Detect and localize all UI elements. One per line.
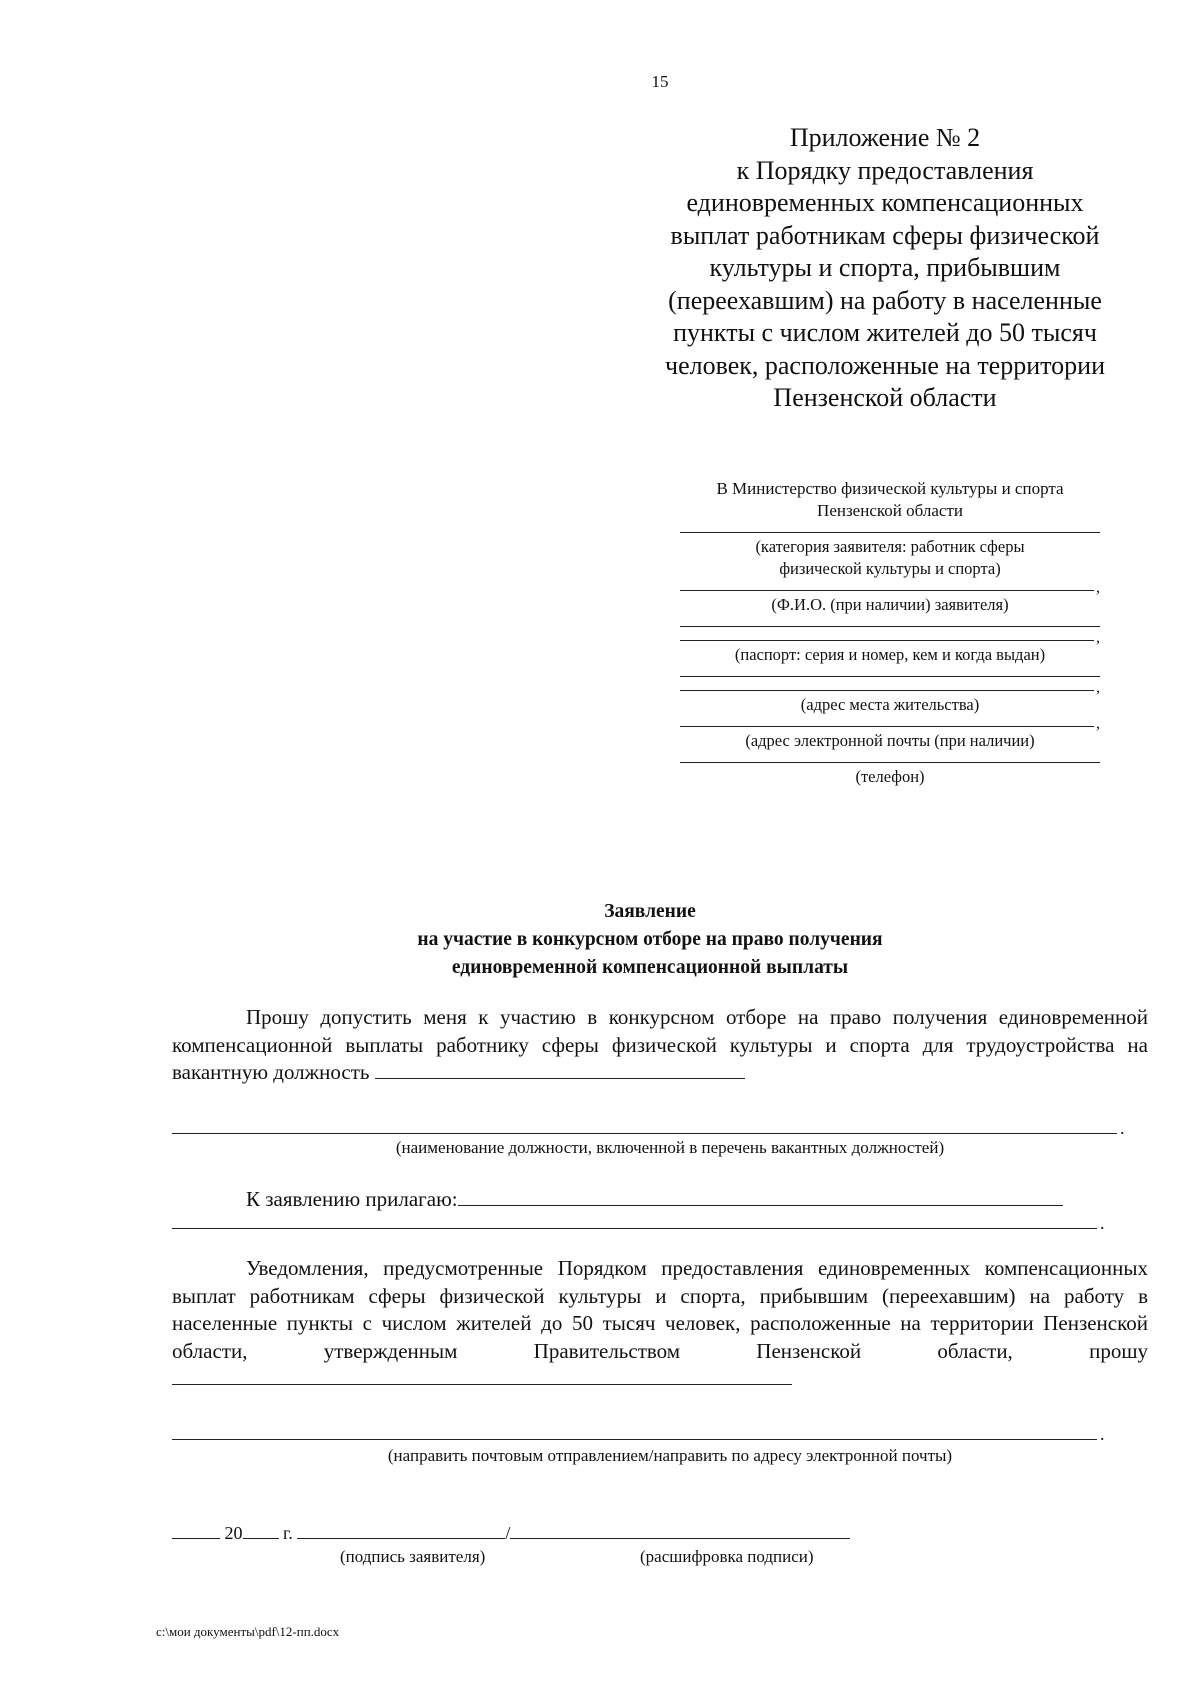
notification-paragraph <box>172 1255 1148 1393</box>
passport-field[interactable] <box>680 616 1100 630</box>
year-prefix: 20 <box>224 1523 243 1543</box>
phone-caption: (телефон) <box>855 767 925 786</box>
year-suffix: г. <box>283 1523 293 1543</box>
appendix-header <box>650 122 1120 415</box>
file-path: c:\мои документы\pdf\12-пп.docx <box>156 1624 340 1639</box>
category-caption: физической культуры и спорта) <box>779 559 1001 578</box>
title-line: единовременной компенсационной выплаты <box>451 957 849 978</box>
fio-caption: (Ф.И.О. (при наличии) заявителя) <box>771 595 1009 614</box>
phone-field[interactable] <box>680 752 1100 766</box>
title-line: Заявление <box>604 901 696 922</box>
appendix-line: Приложение № 2 <box>789 123 981 152</box>
address-field[interactable]: , <box>680 680 1100 694</box>
passport-field[interactable]: , <box>680 630 1100 644</box>
appendix-line: выплат работникам сферы физической <box>670 220 1100 250</box>
line-end-period: . <box>1100 1424 1105 1444</box>
title-line: на участие в конкурсном отборе на право получения <box>417 929 883 950</box>
address-caption: (адрес места жительства) <box>800 695 980 714</box>
line-end-period: . <box>1120 1118 1125 1138</box>
notification-caption: (направить почтовым отправлением/направить по адресу электронной почты) <box>387 1446 953 1465</box>
fio-field[interactable]: , <box>680 580 1100 594</box>
signature-row <box>172 1522 850 1544</box>
position-field-line[interactable] <box>172 1133 1117 1135</box>
attachments-label: К заявлению прилагаю: <box>246 1187 458 1211</box>
passport-caption: (паспорт: серия и номер, кем и когда выдан) <box>734 645 1046 664</box>
appendix-line: единовременных компенсационных <box>686 188 1084 217</box>
position-field[interactable] <box>375 1060 745 1079</box>
appendix-line: Пензенской области <box>773 383 997 412</box>
appendix-line: культуры и спорта, прибывшим <box>709 253 1061 282</box>
email-caption: (адрес электронной почты (при наличии) <box>745 731 1035 750</box>
addressee-line: В Министерство физической культуры и спорта <box>716 479 1064 498</box>
slash: / <box>505 1523 511 1543</box>
document-title <box>150 898 1150 982</box>
position-caption: (наименование должности, включенной в перечень вакантных должностей) <box>395 1138 945 1157</box>
signature-field[interactable] <box>297 1522 505 1539</box>
category-field[interactable] <box>680 522 1100 536</box>
request-paragraph <box>172 1004 1148 1087</box>
date-field[interactable] <box>172 1522 220 1539</box>
appendix-line: (переехавшим) на работу в населенные <box>668 285 1102 315</box>
appendix-line: к Порядку предоставления <box>736 155 1034 185</box>
category-caption: (категория заявителя: работник сферы <box>755 537 1025 556</box>
request-text: Прошу допустить меня к участию в конкурсном отборе на право получения единовременной компенсационной выплаты работнику сферы физической культуры и спорта для трудоустройства на вакантную должность <box>172 1005 1148 1084</box>
signature-decode-field[interactable] <box>510 1522 850 1539</box>
year-field[interactable] <box>243 1522 279 1539</box>
email-field[interactable]: , <box>680 716 1100 730</box>
attachments-field[interactable] <box>458 1187 1063 1206</box>
page-number: 15 <box>651 72 669 91</box>
decode-caption: (расшифровка подписи) <box>640 1547 814 1566</box>
addressee-line: Пензенской области <box>817 501 963 520</box>
notification-text: Уведомления, предусмотренные Порядком предоставления единовременных компенсационных выплат работникам сферы физической культуры и спорта, прибывшим (переехавшим) на работу в населенные пункты с числом жителей до 50 тысяч человек, расположенные на территории Пензенской области, утвержденным Правительством Пензенской области, прошу <box>172 1256 1148 1363</box>
notification-method-field[interactable] <box>172 1366 792 1385</box>
line-end-period: . <box>1100 1213 1105 1233</box>
appendix-line: пункты с числом жителей до 50 тысяч <box>673 318 1097 347</box>
attachments-paragraph <box>172 1186 1148 1214</box>
appendix-line: человек, расположенные на территории <box>665 350 1105 380</box>
addressee-block <box>680 478 1100 788</box>
signature-caption: (подпись заявителя) <box>340 1547 486 1566</box>
attachments-field-line[interactable] <box>172 1228 1097 1230</box>
address-field[interactable] <box>680 666 1100 680</box>
notification-field-line[interactable] <box>172 1439 1097 1441</box>
